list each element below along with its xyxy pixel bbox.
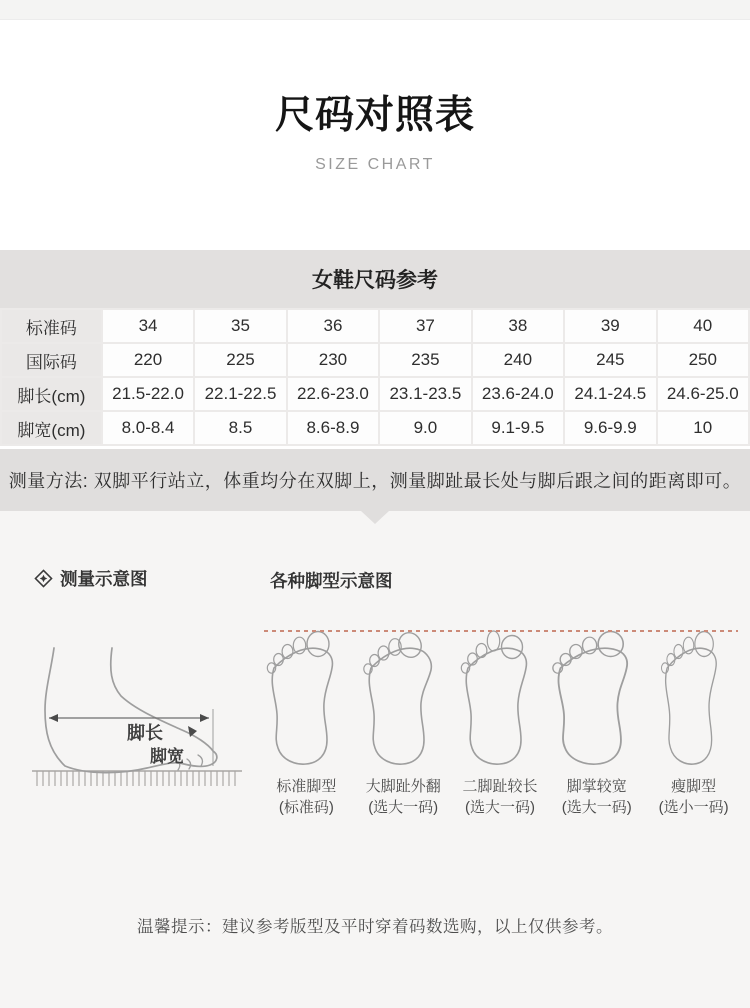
size-cell: 38	[473, 310, 563, 342]
page-subtitle: SIZE CHART	[315, 156, 435, 173]
size-table-row	[2, 412, 748, 444]
size-cell: 39	[565, 310, 655, 342]
size-cell: 10	[658, 412, 748, 444]
size-cell: 240	[473, 344, 563, 376]
size-cell: 9.6-9.9	[565, 412, 655, 444]
size-row-label: 脚宽(cm)	[2, 412, 101, 444]
page-title: 尺码对照表	[274, 94, 475, 137]
size-cell: 9.0	[380, 412, 470, 444]
foot-type-name: 脚掌较宽	[566, 778, 627, 795]
size-cell: 22.6-23.0	[288, 378, 378, 410]
foot-type-advice: (选大一码)	[464, 799, 535, 816]
toe-guide-dotted-line	[264, 630, 738, 632]
foot-figure-wide	[552, 628, 642, 768]
foot-type-advice: (选大一码)	[368, 799, 439, 816]
size-cell: 37	[380, 310, 470, 342]
size-table-row	[2, 344, 748, 376]
size-cell: 24.6-25.0	[658, 378, 748, 410]
size-table-header: 女鞋尺码参考	[0, 250, 750, 308]
measure-diagram-heading: 测量示意图	[60, 569, 148, 589]
size-cell: 230	[288, 344, 378, 376]
note-pointer-triangle	[361, 511, 389, 524]
size-cell: 21.5-22.0	[103, 378, 193, 410]
size-row-label: 国际码	[2, 344, 101, 376]
foot-type-advice: (选小一码)	[658, 799, 729, 816]
foot-figure-valgus	[358, 628, 448, 768]
size-cell: 250	[658, 344, 748, 376]
foot-type-advice: (选大一码)	[561, 799, 632, 816]
foot-type-advice: (标准码)	[278, 799, 334, 816]
foot-type-item	[355, 624, 452, 818]
foot-type-item	[452, 624, 549, 818]
size-cell: 8.5	[195, 412, 285, 444]
size-cell: 8.6-8.9	[288, 412, 378, 444]
foot-side-view-figure	[22, 608, 252, 798]
foot-type-name: 二脚趾较长	[462, 778, 538, 795]
foot-type-item	[548, 624, 645, 818]
size-cell: 245	[565, 344, 655, 376]
size-cell: 9.1-9.5	[473, 412, 563, 444]
size-cell: 22.1-22.5	[195, 378, 285, 410]
foot-type-item	[645, 624, 742, 818]
foot-figure-long-second-toe	[455, 628, 545, 768]
size-cell: 23.6-24.0	[473, 378, 563, 410]
size-row-label: 脚长(cm)	[2, 378, 101, 410]
size-cell: 225	[195, 344, 285, 376]
foot-width-label: 脚宽	[150, 747, 184, 766]
foot-figure-standard	[261, 628, 351, 768]
size-table-row	[2, 378, 748, 410]
foot-type-item	[258, 624, 355, 818]
size-cell: 220	[103, 344, 193, 376]
foot-type-name: 标准脚型	[276, 778, 337, 795]
size-cell: 35	[195, 310, 285, 342]
foot-figure-narrow	[649, 628, 739, 768]
measure-note-bar: 测量方法: 双脚平行站立，体重均分在双脚上，测量脚趾最长处与脚后跟之间的距离即可。	[0, 449, 750, 511]
size-cell: 34	[103, 310, 193, 342]
ruler-ground	[34, 771, 240, 786]
size-table-row	[2, 310, 748, 342]
size-row-label: 标准码	[2, 310, 101, 342]
foot-types-row	[258, 624, 742, 818]
foot-types-heading-wrap	[270, 568, 393, 593]
tip-text: 温馨提示：建议参考版型及平时穿着码数选购，以上仅供参考。	[137, 918, 613, 936]
size-cell: 40	[658, 310, 748, 342]
size-cell: 24.1-24.5	[565, 378, 655, 410]
size-cell: 235	[380, 344, 470, 376]
measure-diagram-heading-wrap	[34, 566, 148, 591]
foot-type-name: 大脚趾外翻	[365, 778, 441, 795]
foot-length-label: 脚长	[127, 723, 163, 743]
size-cell: 8.0-8.4	[103, 412, 193, 444]
diamond-target-icon	[34, 569, 53, 588]
top-divider-strip	[0, 0, 750, 20]
size-cell: 36	[288, 310, 378, 342]
size-cell: 23.1-23.5	[380, 378, 470, 410]
foot-type-name: 瘦脚型	[671, 778, 717, 795]
foot-profile-outline	[45, 648, 217, 773]
foot-types-heading: 各种脚型示意图	[270, 571, 393, 591]
size-table	[0, 308, 750, 446]
